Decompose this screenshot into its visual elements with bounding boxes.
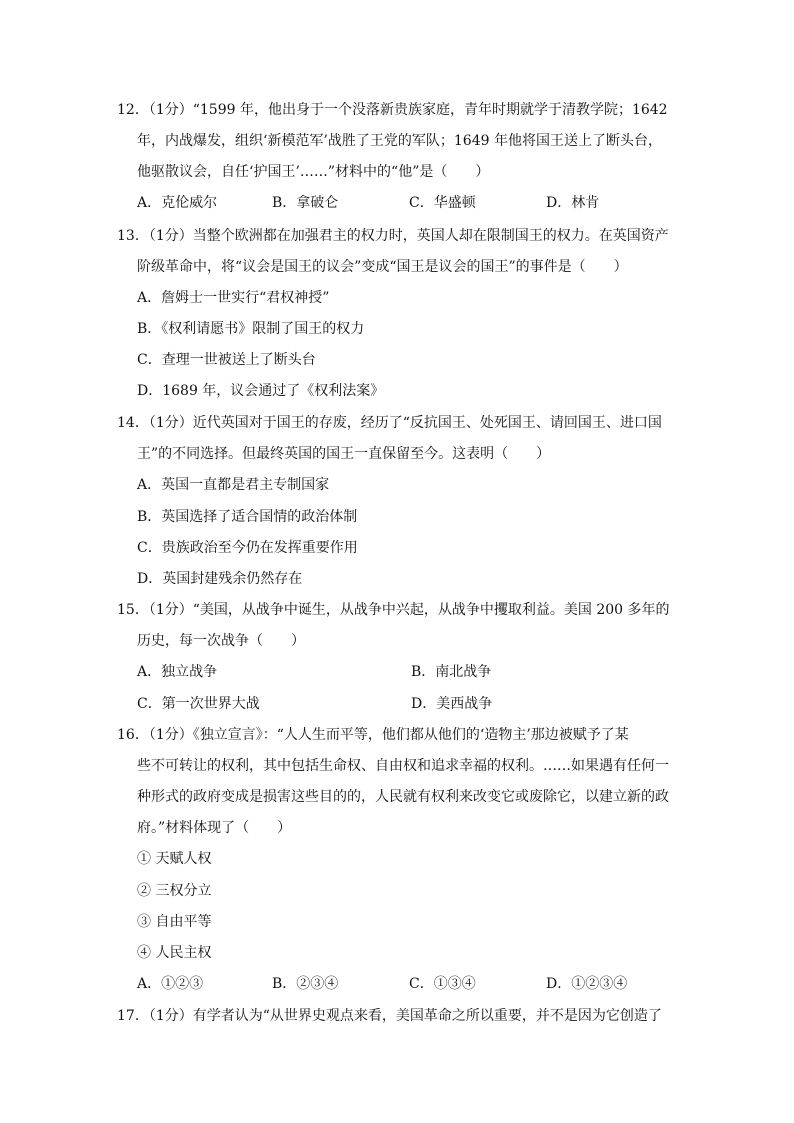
statement-item: ② 三权分立 <box>137 883 212 899</box>
question-stem-line: 府。”材料体现了（ ） <box>137 820 292 836</box>
question-stem-line: 12．（1分）“1599 年，他出身于一个没落新贵族家庭，青年时期就学于清教学院；1642 <box>117 102 668 118</box>
option-a[interactable]: A．①②③ <box>137 976 204 992</box>
option-a[interactable]: A．詹姆士一世实行“君权神授” <box>137 290 330 306</box>
option-c[interactable]: C．贵族政治至今仍在发挥重要作用 <box>137 540 358 556</box>
question-stem-line: 13．（1分）当整个欧洲都在加强君主的权力时，英国人却在限制国王的权力。在英国资产 <box>117 228 669 244</box>
option-b[interactable]: B．《权利请愿书》限制了国王的权力 <box>137 321 365 337</box>
statement-item: ① 天赋人权 <box>137 851 212 867</box>
question-stem-line: 历史，每一次战争（ ） <box>137 633 305 649</box>
question-stem-line: 种形式的政府变成是损害这些目的的，人民就有权利来改变它或废除它，以建立新的政 <box>137 789 669 805</box>
option-b[interactable]: B．拿破仑 <box>272 195 339 211</box>
option-d[interactable]: D．美西战争 <box>411 696 493 712</box>
option-a[interactable]: A．独立战争 <box>137 664 218 680</box>
statement-item: ④ 人民主权 <box>137 945 212 961</box>
question-stem-line: 15．（1分）“美国，从战争中诞生，从战争中兴起，从战争中攫取利益。美国 200 多年的 <box>117 602 670 618</box>
question-stem-line: 王”的不同选择。但最终英国的国王一直保留至今。这表明（ ） <box>137 446 551 462</box>
question-stem-line: 年，内战爆发，组织‘新模范军’战胜了王党的军队；1649 年他将国王送上了断头台， <box>137 133 662 149</box>
option-c[interactable]: C．查理一世被送上了断头台 <box>137 352 316 368</box>
question-stem-line: 14．（1分）近代英国对于国王的存废，经历了“反抗国王、处死国王、请回国王、进口国 <box>117 415 662 431</box>
option-d[interactable]: D．林肯 <box>546 195 600 211</box>
option-a[interactable]: A．克伦威尔 <box>137 195 218 211</box>
option-d[interactable]: D．①②③④ <box>546 976 628 992</box>
option-c[interactable]: C．第一次世界大战 <box>137 696 260 712</box>
option-c[interactable]: C．华盛顿 <box>409 195 476 211</box>
option-d[interactable]: D．1689 年，议会通过了《权利法案》 <box>137 383 385 399</box>
statement-item: ③ 自由平等 <box>137 914 212 930</box>
question-stem-line: 他驱散议会，自任‘护国王’……”材料中的“他”是（ ） <box>137 164 490 180</box>
option-c[interactable]: C．①③④ <box>409 976 476 992</box>
option-b[interactable]: B．南北战争 <box>411 664 492 680</box>
question-stem-line: 阶级革命中，将“议会是国王的议会”变成“国王是议会的国王”的事件是（ ） <box>137 259 628 275</box>
option-a[interactable]: A．英国一直都是君主专制国家 <box>137 477 330 493</box>
question-stem-line: 16．（1分）《独立宣言》：“人人生而平等，他们都从他们的‘造物主’那边被赋予了某 <box>117 727 629 743</box>
option-b[interactable]: B．②③④ <box>272 976 339 992</box>
option-d[interactable]: D．英国封建残余仍然存在 <box>137 571 303 587</box>
question-stem-line: 17．（1分）有学者认为“从世界史观点来看，美国革命之所以重要，并不是因为它创造了 <box>117 1008 662 1024</box>
question-stem-line: 些不可转让的权利，其中包括生命权、自由权和追求幸福的权利。……如果遇有任何一 <box>137 758 669 774</box>
option-b[interactable]: B．英国选择了适合国情的政治体制 <box>137 509 358 525</box>
